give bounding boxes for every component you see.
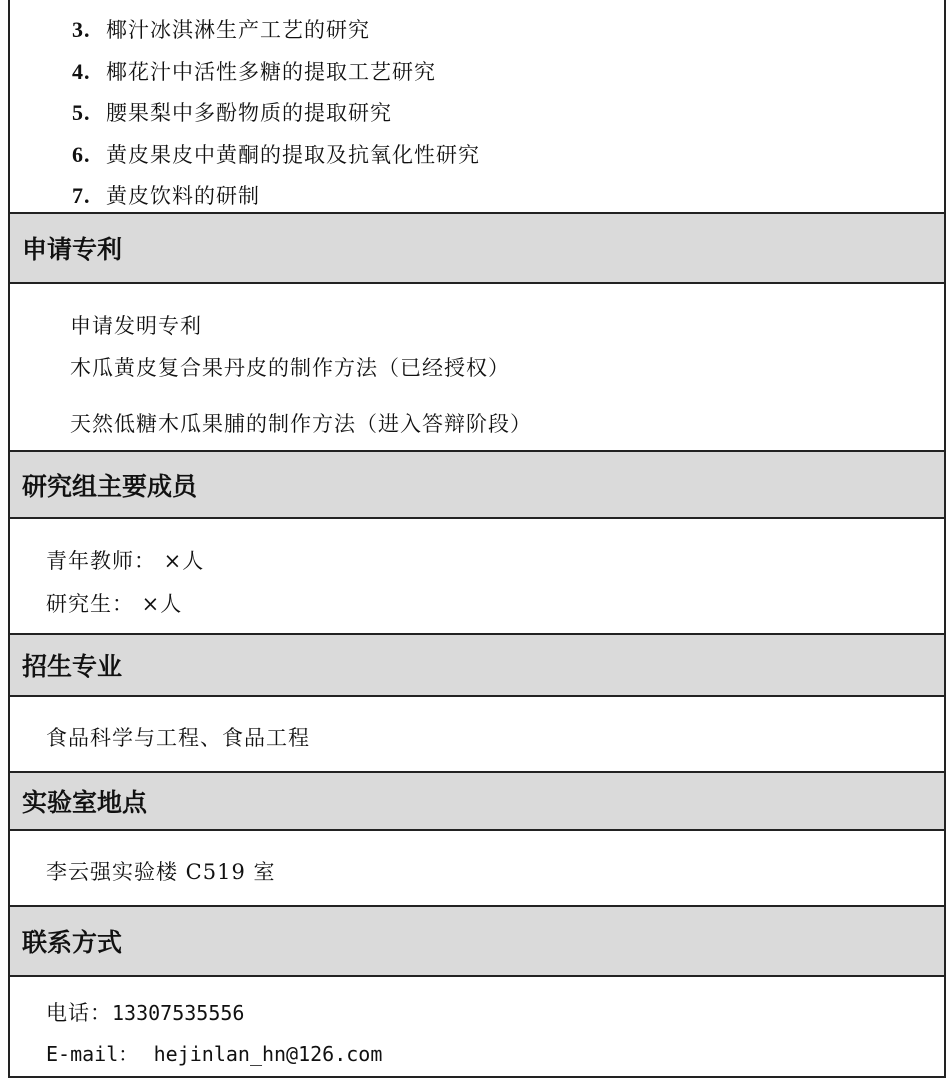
email-label: E-mail： — [46, 1042, 139, 1066]
item-number: 3. — [72, 17, 91, 42]
research-item — [72, 56, 436, 86]
item-number: 5. — [72, 100, 91, 125]
item-text: 腰果梨中多酚物质的提取研究 — [106, 101, 392, 125]
info-sheet — [8, 0, 946, 1078]
research-item — [72, 14, 370, 44]
email-address: hejinlan_hn@126.com — [153, 1042, 383, 1066]
item-text: 椰汁冰淇淋生产工艺的研究 — [106, 18, 370, 42]
section-title: 申请专利 — [22, 235, 123, 264]
lab-location: 李云强实验楼 C519 室 — [46, 860, 276, 884]
item-text: 椰花汁中活性多糖的提取工艺研究 — [106, 60, 436, 84]
item-number: 6. — [72, 142, 91, 167]
item-number: 7. — [72, 183, 91, 208]
section-title: 招生专业 — [22, 652, 123, 681]
section-title: 研究组主要成员 — [22, 471, 198, 501]
section-header-lab — [10, 771, 944, 831]
patent-intro: 申请发明专利 — [70, 314, 202, 338]
contact-phone — [46, 997, 244, 1027]
section-header-members — [10, 450, 944, 519]
section-header-contact — [10, 905, 944, 977]
contact-email — [46, 1038, 382, 1067]
patent-item: 木瓜黄皮复合果丹皮的制作方法（已经授权） — [70, 356, 510, 380]
section-header-majors — [10, 633, 944, 697]
section-title: 联系方式 — [22, 928, 123, 957]
item-text: 黄皮果皮中黄酮的提取及抗氧化性研究 — [106, 143, 480, 167]
phone-label: 电话： — [46, 1001, 112, 1025]
patent-item: 天然低糖木瓜果脯的制作方法（进入答辩阶段） — [70, 412, 532, 436]
section-title: 实验室地点 — [22, 788, 148, 817]
section-header-patents — [10, 212, 944, 284]
member-young-teachers: 青年教师： ×人 — [46, 549, 205, 573]
item-number: 4. — [72, 59, 91, 84]
research-item — [72, 180, 260, 210]
research-item — [72, 97, 392, 127]
item-text: 黄皮饮料的研制 — [106, 184, 260, 208]
research-item — [72, 139, 480, 169]
member-grad-students: 研究生： ×人 — [46, 592, 183, 616]
majors-text: 食品科学与工程、食品工程 — [46, 726, 310, 750]
phone-number: 13307535556 — [112, 1001, 245, 1025]
